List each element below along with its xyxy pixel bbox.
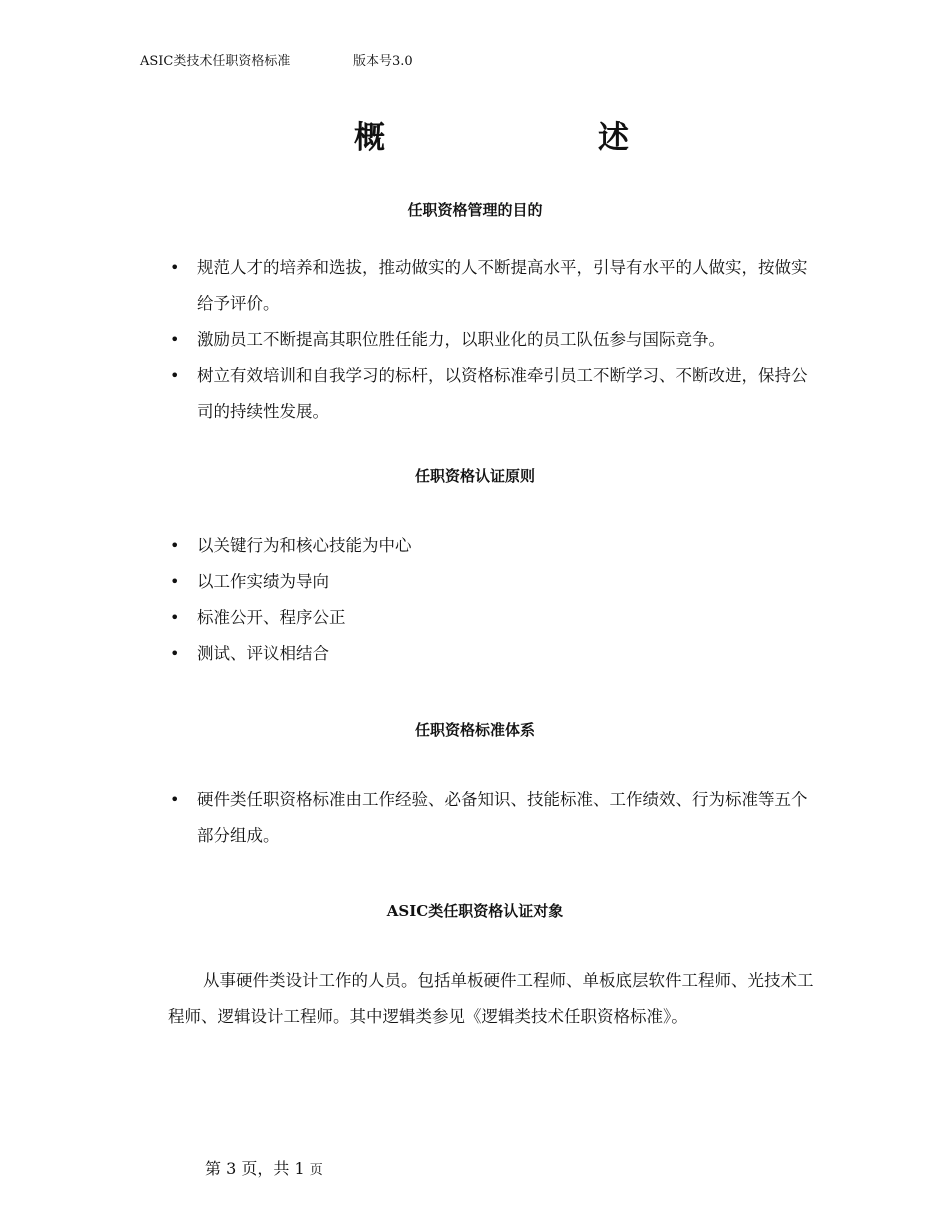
footer-total-pages: 1 [294,1159,305,1178]
footer-suffix: 页 [309,1163,323,1178]
system-list [170,782,820,854]
principles-list [170,528,820,672]
bullet-icon: • [170,258,180,277]
section-heading-purpose: 任职资格管理的目的 [407,201,543,219]
section-heading-target: ASIC类任职资格认证对象 [386,902,564,920]
bullet-icon: • [170,608,180,627]
purpose-list [170,250,820,430]
section-heading-system: 任职资格标准体系 [414,721,535,739]
footer-mid: 页，共 [241,1159,290,1178]
bullet-icon: • [170,572,180,591]
header-doc-title: ASIC类技术任职资格标准 [140,54,291,69]
list-item: • 规范人才的培养和选拔，推动做实的人不断提高水平，引导有水平的人做实，按做实给予评价。 [170,250,820,322]
header-version: 版本号3.0 [353,54,413,69]
page-title [0,112,950,156]
list-item: • 标准公开、程序公正 [170,600,820,636]
footer-prefix: 第 [205,1159,222,1178]
list-item: • 硬件类任职资格标准由工作经验、必备知识、技能标准、工作绩效、行为标准等五个部分组成。 [170,782,820,854]
list-item: • 以工作实绩为导向 [170,564,820,600]
bullet-icon: • [170,644,180,663]
page-footer [205,1156,323,1179]
footer-page-number: 3 [226,1159,237,1178]
bullet-icon: • [170,366,180,385]
list-item: • 树立有效培训和自我学习的标杆，以资格标准牵引员工不断学习、不断改进，保持公司的持续性发展。 [170,358,820,430]
page-title-right: 述 [598,120,629,156]
bullet-icon: • [170,536,180,555]
list-item: • 以关键行为和核心技能为中心 [170,528,820,564]
target-paragraph: 从事硬件类设计工作的人员。包括单板硬件工程师、单板底层软件工程师、光技术工程师、逻辑设计工程师。其中逻辑类参见《逻辑类技术任职资格标准》。 [168,971,814,1026]
bullet-icon: • [170,330,180,349]
list-item: • 测试、评议相结合 [170,636,820,672]
bullet-icon: • [170,790,180,809]
running-header [140,50,413,69]
section-heading-principles: 任职资格认证原则 [414,467,535,485]
list-item: • 激励员工不断提高其职位胜任能力，以职业化的员工队伍参与国际竞争。 [170,322,820,358]
page-title-left: 概 [354,120,385,156]
